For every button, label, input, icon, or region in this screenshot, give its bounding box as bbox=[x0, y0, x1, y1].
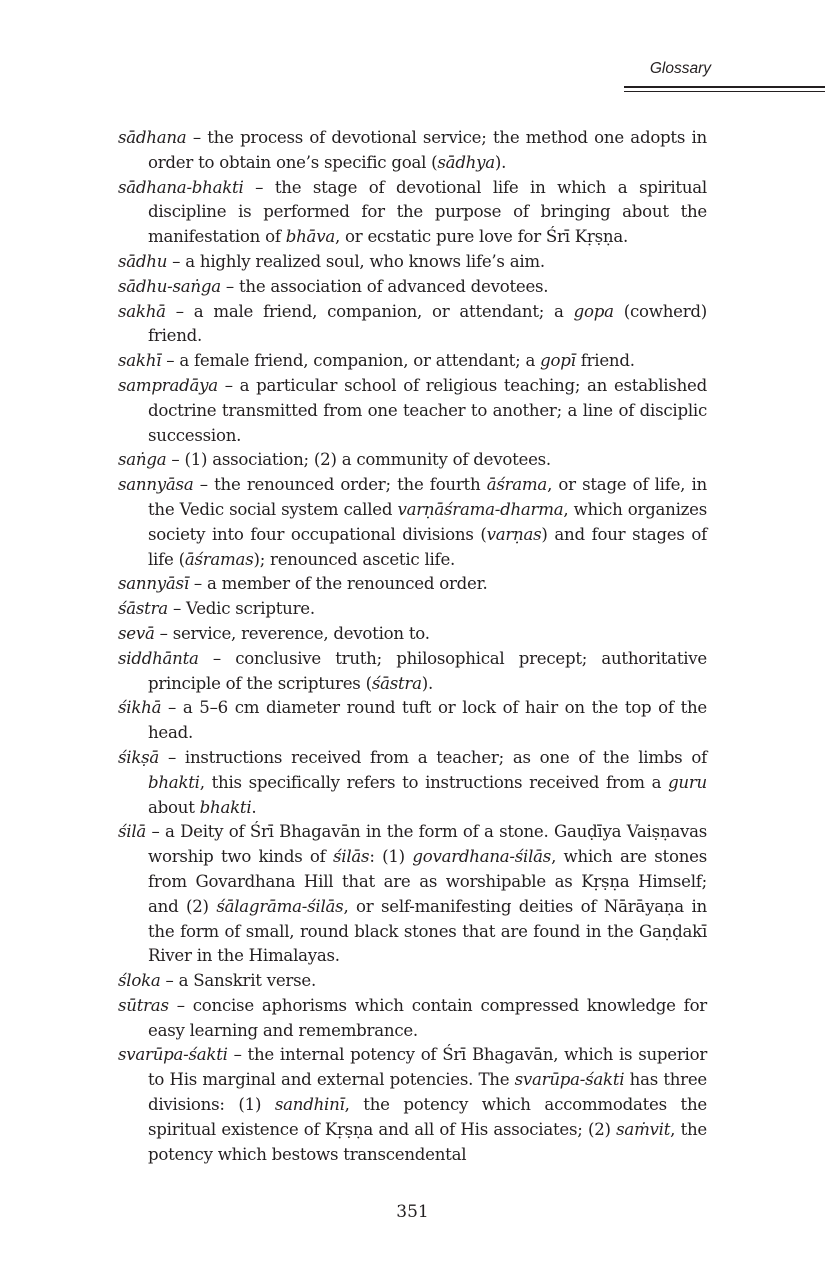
glossary-term: sādhana-bhakti bbox=[118, 177, 244, 197]
glossary-term: sakhā bbox=[118, 301, 166, 321]
definition-text: – Vedic scripture. bbox=[167, 599, 315, 619]
glossary-term: sevā bbox=[118, 623, 155, 643]
glossary-term: svarūpa-śakti bbox=[118, 1045, 228, 1065]
glossary-entry bbox=[118, 126, 707, 176]
italic-term: varṇāśrama-dharma bbox=[397, 499, 564, 519]
italic-term: varṇas bbox=[486, 524, 542, 544]
definition-text: ); renounced ascetic life. bbox=[253, 549, 456, 569]
header-rule-thick bbox=[624, 86, 825, 88]
italic-term: āśrama bbox=[486, 475, 548, 495]
definition-text: , which organizes society into four occupational divisions ( bbox=[148, 499, 707, 544]
glossary-term: sakhī bbox=[118, 351, 162, 371]
definition-text: about bbox=[148, 797, 200, 817]
glossary-entry bbox=[118, 994, 707, 1044]
glossary-term: śikhā bbox=[118, 698, 162, 718]
definition-text: ). bbox=[494, 152, 507, 172]
italic-term: śilās bbox=[333, 847, 370, 867]
italic-term: govardhana-śilās bbox=[412, 847, 552, 867]
glossary-entry bbox=[118, 300, 707, 350]
definition-text: (cowherd) friend. bbox=[148, 301, 707, 346]
glossary-term: sādhana bbox=[118, 128, 187, 147]
definition-text: – a Deity of Śrī Bhagavān in the form of a stone. Gauḍīya Vaiṣṇavas worship two kinds of bbox=[146, 822, 707, 867]
glossary-entry bbox=[118, 473, 707, 572]
definition-text: – a particular school of religious teaching; an established doctrine transmitted from one teacher to another; a line of disciplic succession. bbox=[148, 375, 707, 445]
definition-text: – the stage of devotional life in which a spiritual discipline is performed for the purpose of bringing about the manifestation of bbox=[148, 177, 707, 247]
glossary-term: sannyāsa bbox=[118, 475, 194, 495]
definition-text: , or stage of life, in the Vedic social system called bbox=[148, 475, 707, 519]
italic-term: svarūpa-śakti bbox=[514, 1070, 625, 1090]
glossary-term: śloka bbox=[118, 971, 161, 991]
running-head-title: Glossary bbox=[649, 60, 711, 77]
glossary-term: siddhānta bbox=[118, 648, 199, 668]
italic-term: bhakti bbox=[148, 772, 200, 792]
glossary-entry bbox=[118, 597, 707, 622]
italic-term: śālagrāma-śilās bbox=[216, 896, 344, 916]
italic-term: āśramas bbox=[184, 549, 254, 569]
glossary-entry bbox=[118, 176, 707, 250]
glossary-entry-list bbox=[118, 126, 707, 1167]
glossary-entry bbox=[118, 746, 707, 820]
definition-text: : (1) bbox=[369, 847, 413, 867]
glossary-entry bbox=[118, 448, 707, 473]
glossary-entry bbox=[118, 1043, 707, 1167]
definition-text: . bbox=[251, 797, 257, 817]
definition-text: – conclusive truth; philosophical precept; authoritative principle of the scriptures ( bbox=[148, 648, 707, 693]
header-rule-thin bbox=[624, 91, 825, 92]
glossary-entry bbox=[118, 374, 707, 448]
glossary-term: sampradāya bbox=[118, 375, 218, 395]
glossary-entry bbox=[118, 696, 707, 746]
glossary-term: sādhu-saṅga bbox=[118, 276, 221, 296]
italic-term: saṁvit bbox=[616, 1119, 671, 1139]
glossary-term: śikṣā bbox=[118, 747, 160, 767]
definition-text: , the potency which accommodates the spiritual existence of Kṛṣṇa and all of His associates; (2) bbox=[148, 1095, 707, 1139]
italic-term: gopa bbox=[573, 301, 614, 321]
glossary-entry bbox=[118, 647, 707, 697]
definition-text: – a 5–6 cm diameter round tuft or lock of hair on the top of the head. bbox=[148, 698, 707, 743]
definition-text: , this specifically refers to instructions received from a bbox=[199, 772, 669, 792]
definition-text: , which are stones from Govardhana Hill that are as worshipable as Kṛṣṇa Himself; and (2) bbox=[148, 847, 707, 916]
definition-text: has three divisions: (1) bbox=[148, 1070, 707, 1115]
glossary-term: saṅga bbox=[118, 450, 167, 470]
italic-term: guru bbox=[668, 772, 707, 792]
glossary-term: śāstra bbox=[118, 599, 168, 619]
definition-text: – a Sanskrit verse. bbox=[160, 971, 316, 991]
definition-text: friend. bbox=[575, 351, 635, 371]
glossary-term: sādhu bbox=[118, 251, 168, 271]
definition-text: – the association of advanced devotees. bbox=[220, 276, 549, 296]
definition-text: , or ecstatic pure love for Śrī Kṛṣṇa. bbox=[334, 227, 628, 247]
definition-text: , or self-manifesting deities of Nārāyaṇa in the form of small, round black stones that are found in the Gaṇḍakī River in the Himalayas. bbox=[148, 896, 707, 966]
glossary-term: sūtras bbox=[118, 995, 169, 1015]
italic-term: gopī bbox=[540, 351, 576, 371]
definition-text: – the renounced order; the fourth bbox=[193, 475, 487, 495]
definition-text: – a member of the renounced order. bbox=[188, 574, 488, 594]
glossary-entry bbox=[118, 622, 707, 647]
definition-text: – a female friend, companion, or attendant; a bbox=[161, 351, 541, 371]
definition-text: – a highly realized soul, who knows life’s aim. bbox=[167, 251, 545, 271]
italic-term: sandhinī bbox=[274, 1095, 345, 1115]
glossary-entry bbox=[118, 250, 707, 275]
glossary-term: sannyāsī bbox=[118, 574, 189, 594]
definition-text: – the process of devotional service; the method one adopts in order to obtain one’s specific goal ( bbox=[148, 128, 707, 172]
glossary-term: śilā bbox=[118, 822, 147, 842]
page-number: 351 bbox=[396, 1202, 429, 1222]
italic-term: śāstra bbox=[371, 673, 422, 693]
glossary-entry bbox=[118, 275, 707, 300]
definition-text: – a male friend, companion, or attendant; a bbox=[165, 301, 574, 321]
definition-text: ). bbox=[421, 673, 433, 693]
glossary-entry bbox=[118, 572, 707, 597]
definition-text: – the internal potency of Śrī Bhagavān, which is superior to His marginal and external potencies. The bbox=[148, 1045, 707, 1090]
definition-text: , the potency which bestows transcendental bbox=[148, 1119, 707, 1164]
definition-text: – (1) association; (2) a community of devotees. bbox=[166, 450, 551, 470]
glossary-entry bbox=[118, 349, 707, 374]
definition-text: – instructions received from a teacher; as one of the limbs of bbox=[159, 747, 707, 767]
definition-text: ) and four stages of life ( bbox=[148, 524, 707, 569]
italic-term: bhāva bbox=[285, 227, 335, 247]
definition-text: – concise aphorisms which contain compressed knowledge for easy learning and remembrance. bbox=[148, 995, 707, 1040]
italic-term: bhakti bbox=[199, 797, 252, 817]
definition-text: – service, reverence, devotion to. bbox=[154, 623, 430, 643]
italic-term: sādhya bbox=[437, 152, 495, 172]
glossary-entry bbox=[118, 820, 707, 969]
glossary-entry bbox=[118, 969, 707, 994]
